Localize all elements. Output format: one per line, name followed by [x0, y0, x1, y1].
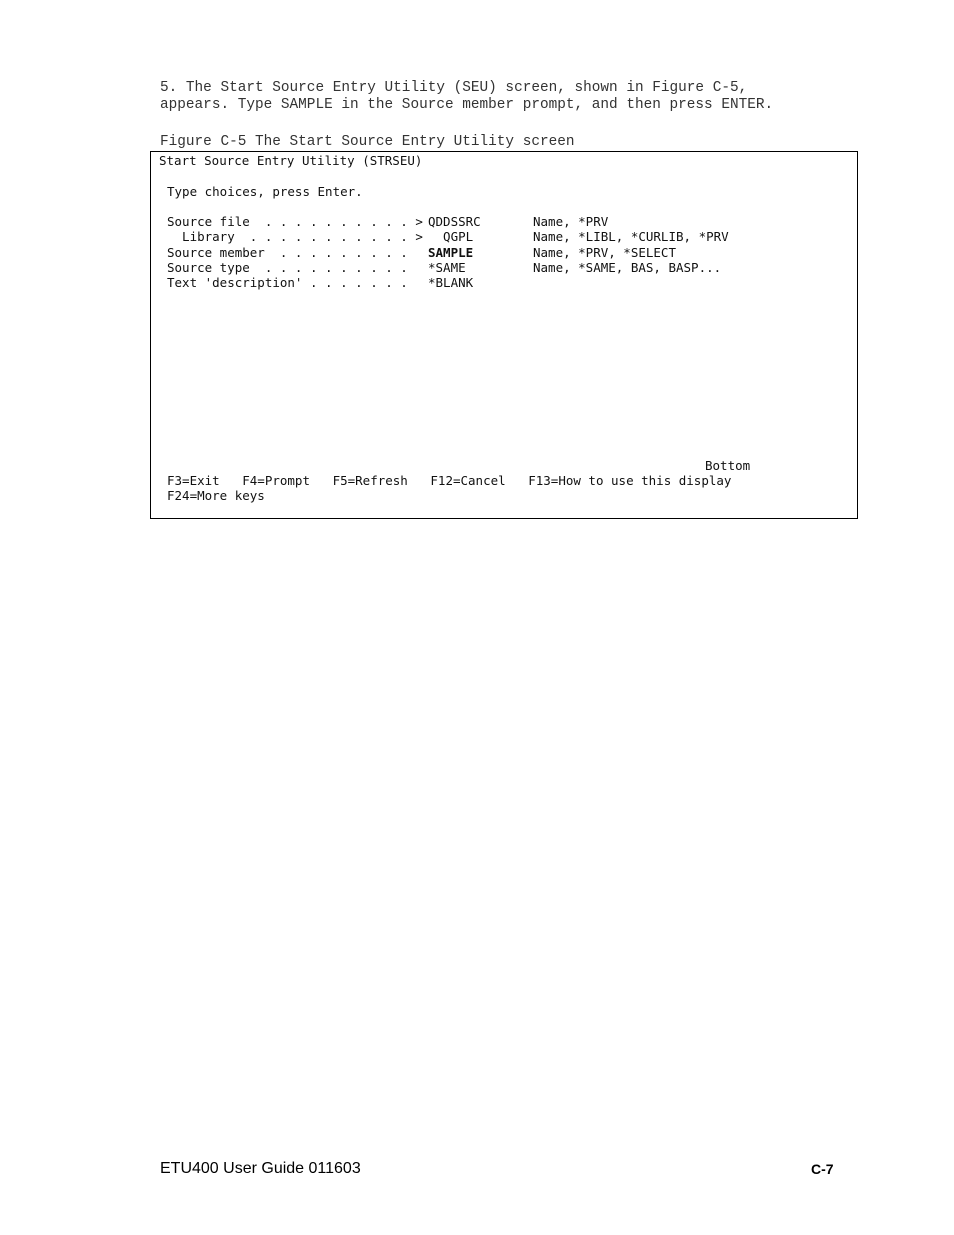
library-label: Library . . . . . . . . . . . > — [167, 229, 423, 244]
footer-page-number: C-7 — [811, 1161, 834, 1177]
intro-line-1: 5. The Start Source Entry Utility (SEU) screen, shown in Figure C-5, — [160, 80, 748, 96]
source-file-label: Source file . . . . . . . . . . > — [167, 214, 423, 229]
footer-document-title: ETU400 User Guide 011603 — [160, 1160, 361, 1177]
function-keys-line-2[interactable]: F24=More keys — [167, 488, 265, 503]
source-member-input[interactable]: SAMPLE — [428, 245, 474, 260]
source-file-input[interactable]: QDDSSRC — [428, 214, 481, 229]
text-description-label: Text 'description' . . . . . . . — [167, 275, 408, 290]
source-type-input[interactable]: *SAME — [428, 260, 466, 275]
library-hint: Name, *LIBL, *CURLIB, *PRV — [533, 229, 729, 244]
source-type-hint: Name, *SAME, BAS, BASP... — [533, 260, 722, 275]
figure-caption: Figure C-5 The Start Source Entry Utility screen — [160, 134, 575, 150]
source-type-label: Source type . . . . . . . . . . — [167, 260, 408, 275]
screen-title: Start Source Entry Utility (STRSEU) — [159, 153, 423, 168]
library-input[interactable]: QGPL — [428, 229, 474, 244]
intro-paragraph — [160, 80, 860, 114]
intro-line-2: appears. Type SAMPLE in the Source member prompt, and then press ENTER. — [160, 97, 774, 113]
function-keys-line-1[interactable]: F3=Exit F4=Prompt F5=Refresh F12=Cancel F13=How to use this display — [167, 473, 732, 488]
bottom-indicator: Bottom — [705, 458, 751, 473]
screen-instruction: Type choices, press Enter. — [167, 184, 363, 199]
text-description-input[interactable]: *BLANK — [428, 275, 474, 290]
source-file-hint: Name, *PRV — [533, 214, 609, 229]
source-member-hint: Name, *PRV, *SELECT — [533, 245, 676, 260]
terminal-screen — [150, 151, 858, 519]
source-member-label: Source member . . . . . . . . . — [167, 245, 408, 260]
